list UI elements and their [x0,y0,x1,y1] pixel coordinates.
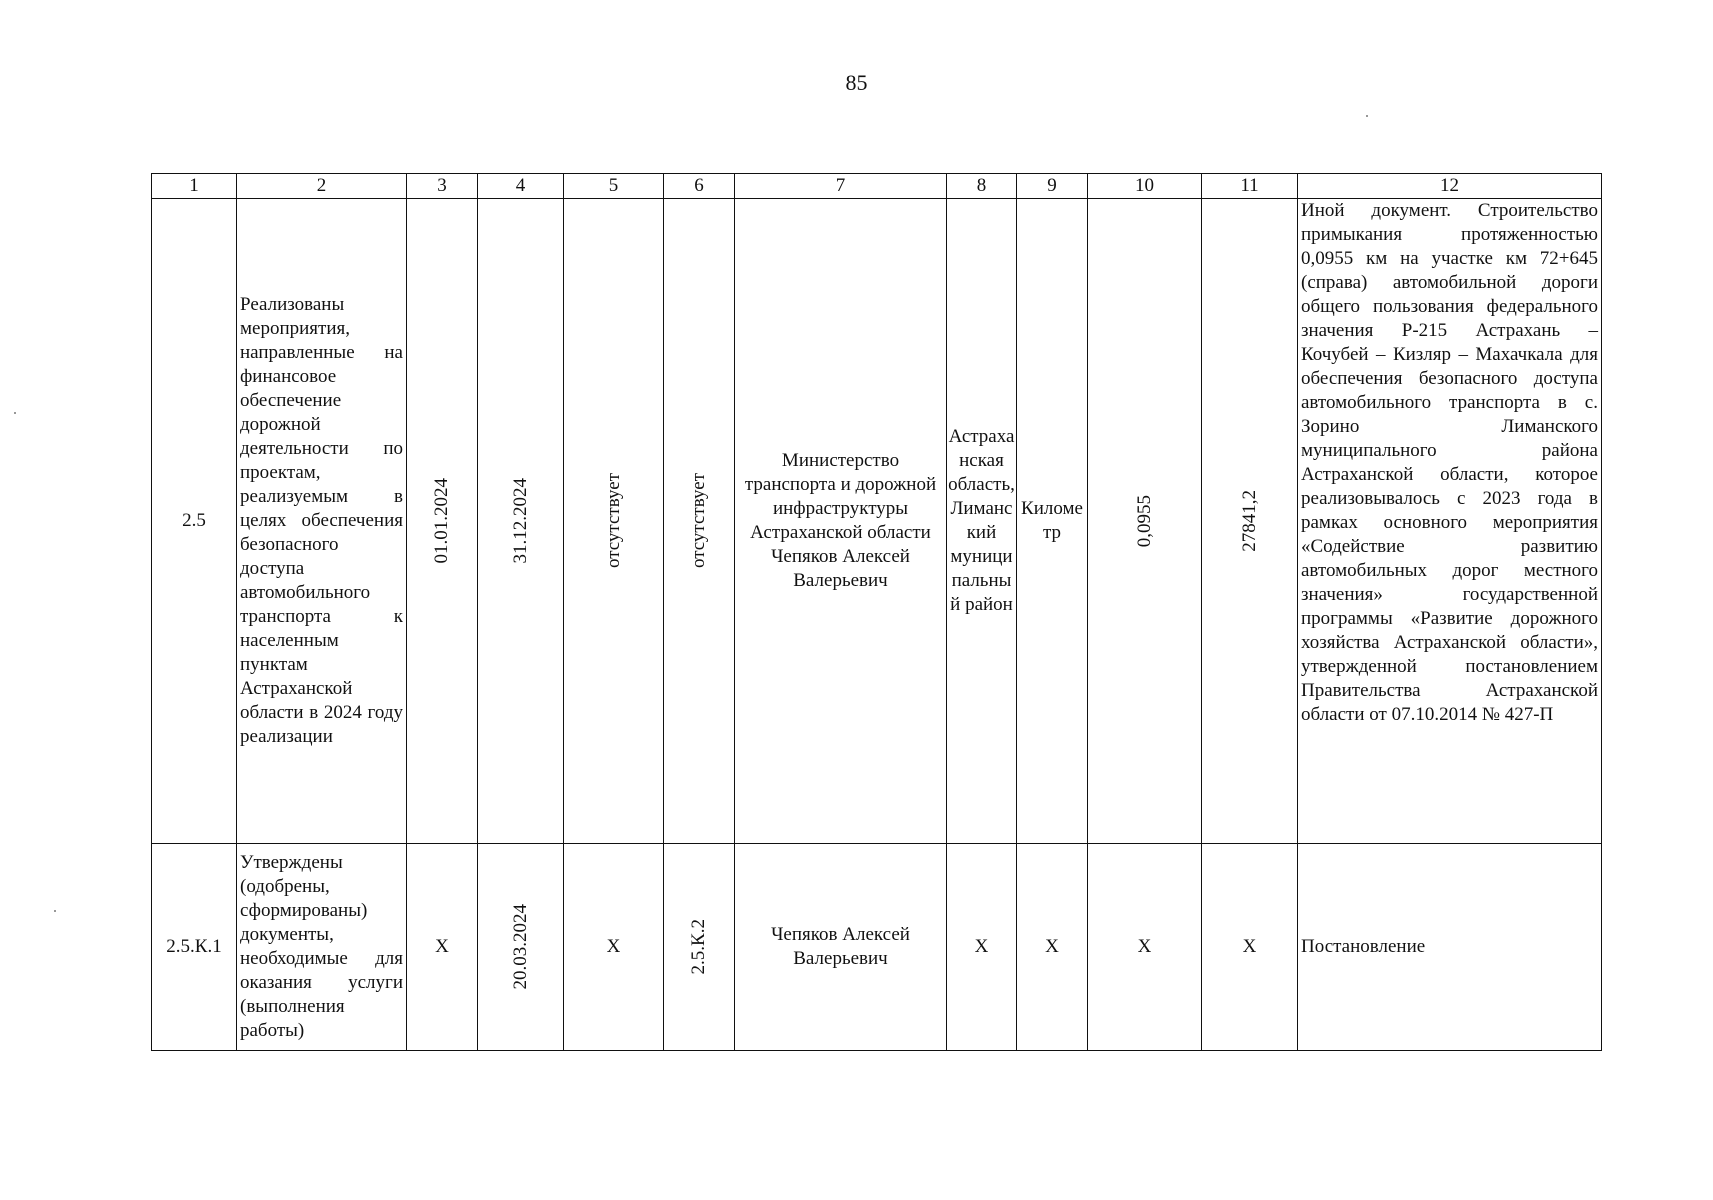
start-date-cell: Х [407,844,478,1051]
column-number: 9 [1017,174,1088,199]
column-number: 7 [735,174,947,199]
column-number: 2 [237,174,407,199]
unit-cell: Х [1017,844,1088,1051]
responsible-cell: Чепяков Алексей Валерьевич [735,844,947,1051]
predecessor: отсутствует [602,473,624,569]
document-cell: Иной документ. Строительство примыкания протяженностью 0,0955 км на участке км 72+645 (справа) автомобильной дороги общего пользования федерального значения Р-215 Астрахань – Кочубей – Кизляр – Махачкала для обеспечения безопасного доступа автомобильного транспорта в с. Зорино Лиманского муниципального района Астраханской области, которое реализовывалось с 2023 года в рамках основного мероприятия «Содействие развитию автомобильных дорог местного значения» государственной программы «Развитие дорожного хозяйства Астраханской области», утвержденной постановлением Правительства Астраханской области от 07.10.2014 № 427-П [1298,199,1602,844]
column-number: 12 [1298,174,1602,199]
value-cell: Х [1088,844,1202,1051]
scan-speck [14,412,16,414]
program-table [151,173,1602,1051]
end-date: 31.12.2024 [509,478,531,564]
predecessor-cell: Х [564,844,664,1051]
successor-cell [664,199,735,844]
column-number: 6 [664,174,735,199]
column-number: 10 [1088,174,1202,199]
successor: 2.5.К.2 [688,919,709,975]
start-date-cell [407,199,478,844]
territory-cell: Астраханская область, Лиманский муниципальный район [947,199,1017,844]
predecessor-cell [564,199,664,844]
amount-cell [1202,199,1298,844]
column-number: 3 [407,174,478,199]
column-number: 8 [947,174,1017,199]
start-date: 01.01.2024 [431,478,452,564]
column-number: 1 [152,174,237,199]
column-number: 11 [1202,174,1298,199]
scan-speck [1366,115,1368,117]
column-number: 5 [564,174,664,199]
end-date-cell [478,199,564,844]
result-name-cell: Утверждены (одобрены, сформированы) документы, необходимые для оказания услуги (выполнения работы) [237,844,407,1051]
row-number-cell: 2.5 [152,199,237,844]
table-row [152,199,1602,844]
column-number: 4 [478,174,564,199]
responsible-cell: Министерство транспорта и дорожной инфраструктуры Астраханской области Чепяков Алексей Валерьевич [735,199,947,844]
table-row [152,844,1602,1051]
end-date-cell [478,844,564,1051]
territory-cell: Х [947,844,1017,1051]
unit-cell: Километр [1017,199,1088,844]
scan-speck [54,910,56,912]
end-date: 20.03.2024 [509,904,531,990]
successor: отсутствует [688,473,709,569]
value-cell [1088,199,1202,844]
row-number-cell: 2.5.К.1 [152,844,237,1051]
document-cell: Постановление [1298,844,1602,1051]
page-number: 85 [845,70,868,95]
result-name-cell: Реализованы мероприятия, направленные на финансовое обеспечение дорожной деятельности по проектам, реализуемым в целях обеспечения безопасного доступа автомобильного транспорта к населенным пунктам Астраханской области в 2024 году реализации [237,199,407,844]
amount-cell: Х [1202,844,1298,1051]
successor-cell [664,844,735,1051]
value: 0,0955 [1133,494,1155,548]
amount: 27841,2 [1238,490,1260,552]
column-numbers-row [152,174,1602,199]
